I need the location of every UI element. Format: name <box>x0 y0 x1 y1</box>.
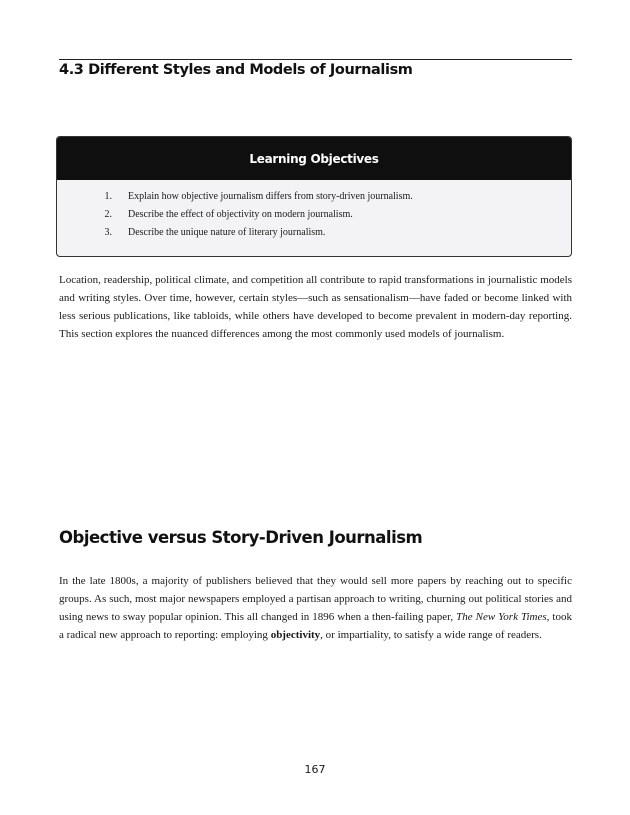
learning-objectives-box <box>56 136 572 257</box>
paragraph-text: In the late 1800s, a majority of publishers believed that they would sell more papers by reaching out to specific groups. As such, most major newspapers employed a partisan approach to writing, churning out political stories and using news to sway popular opinion. This all changed in 1896 when a then-failing paper, <box>59 575 572 623</box>
body-paragraph <box>59 572 572 644</box>
list-item-text: Describe the effect of objectivity on modern journalism. <box>128 209 353 220</box>
list-item-number: 1. <box>104 191 112 202</box>
top-rule <box>59 59 572 60</box>
section-title: 4.3 Different Styles and Models of Journalism <box>59 62 413 78</box>
list-item <box>57 206 571 224</box>
list-item <box>57 224 571 242</box>
page-number: 167 <box>304 763 326 776</box>
key-term: objectivity <box>270 629 321 641</box>
learning-objectives-header: Learning Objectives <box>57 137 571 180</box>
subsection-heading: Objective versus Story-Driven Journalism <box>59 528 423 547</box>
list-item <box>57 188 571 206</box>
list-item-text: Explain how objective journalism differs from story-driven journalism. <box>128 191 413 202</box>
intro-paragraph: Location, readership, political climate, and competition all contribute to rapid transformations in journalistic models and writing styles. Over time, however, certain styles—such as sensationalism—have faded or become linked with less serious publications, like tabloids, while others have developed to become prevalent in modern-day reporting. This section explores the nuanced differences among the most commonly used models of journalism. <box>59 274 572 340</box>
newspaper-title: The New York Times <box>456 611 547 623</box>
list-item-number: 2. <box>104 209 112 220</box>
list-item-text: Describe the unique nature of literary journalism. <box>128 227 326 238</box>
list-item-number: 3. <box>104 227 112 238</box>
paragraph-text: , took a radical new approach to reporting: employing <box>59 611 572 641</box>
learning-objectives-list <box>57 180 571 242</box>
paragraph-text: , or impartiality, to satisfy a wide range of readers. <box>320 629 542 641</box>
